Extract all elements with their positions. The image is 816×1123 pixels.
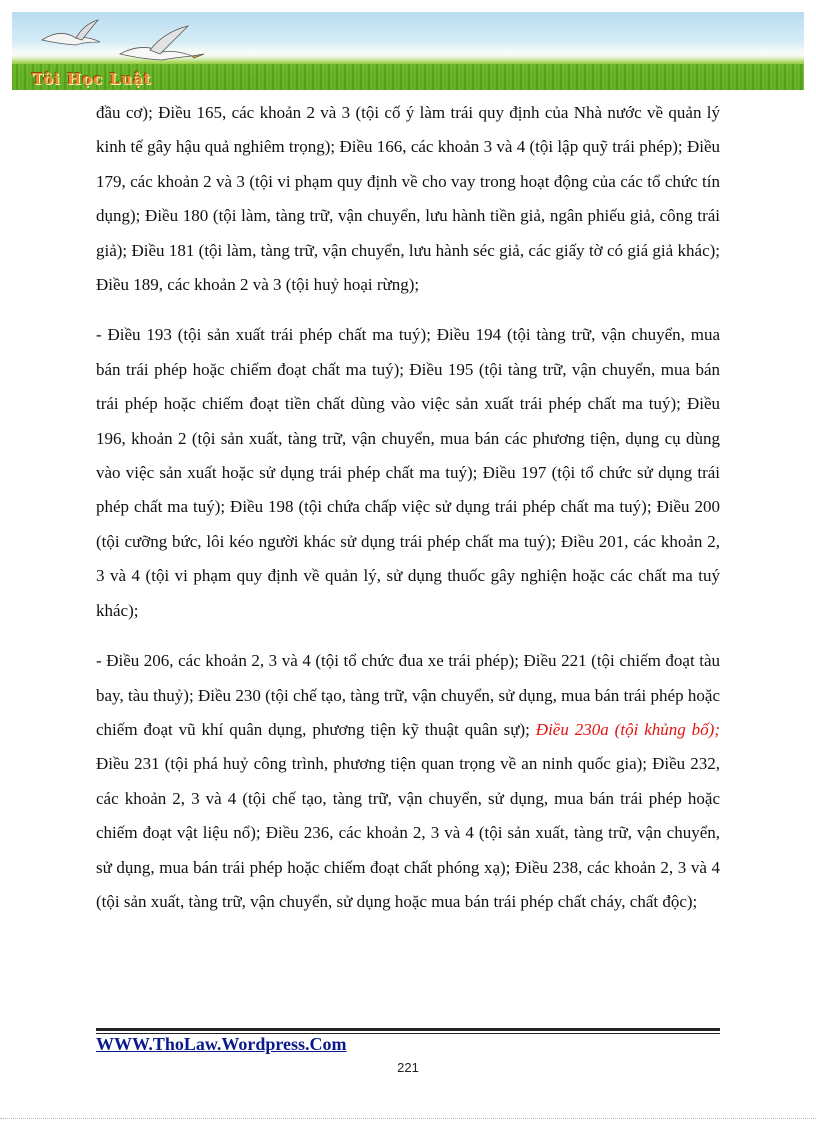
- bird-right: [120, 26, 204, 60]
- paragraph: [96, 96, 720, 302]
- page-edge-dotted-line: [0, 1118, 816, 1119]
- site-logo-text: Tôi Học Luật: [32, 70, 152, 88]
- birds-image: [32, 18, 232, 68]
- paragraph-text: đầu cơ); Điều 165, các khoản 2 và 3 (tội cố ý làm trái quy định của Nhà nước về quản lý kinh tế gây hậu quả nghiêm trọng); Điều 166, các khoản 3 và 4 (tội lập quỹ trái phép); Điều 179, các khoản 2 và 3 (tội vi phạm quy định về cho vay trong hoạt động của các tổ chức tín dụng); Điều 180 (tội làm, tàng trữ, vận chuyển, lưu hành tiền giả, ngân phiếu giả, công trái giả); Điều 181 (tội làm, tàng trữ, vận chuyển, lưu hành séc giả, các giấy tờ có giá giả khác); Điều 189, các khoản 2 và 3 (tội huỷ hoại rừng);: [96, 103, 720, 295]
- document-body: [96, 96, 720, 935]
- paragraph: [96, 318, 720, 628]
- paragraph-text: - Điều 193 (tội sản xuất trái phép chất ma tuý); Điều 194 (tội tàng trữ, vận chuyển, mua bán trái phép hoặc chiếm đoạt chất ma tuý); Điều 195 (tội tàng trữ, vận chuyển, mua bán trái phép hoặc chiếm đoạt tiền chất dùng vào việc sản xuất trái phép chất ma tuý); Điều 196, khoản 2 (tội sản xuất, tàng trữ, vận chuyển, mua bán các phương tiện, dụng cụ dùng vào việc sản xuất hoặc sử dụng trái phép chất ma tuý); Điều 197 (tội tổ chức sử dụng trái phép chất ma tuý); Điều 198 (tội chứa chấp việc sử dụng trái phép chất ma tuý); Điều 200 (tội cưỡng bức, lôi kéo người khác sử dụng trái phép chất ma tuý); Điều 201, các khoản 2, 3 và 4 (tội vi phạm quy định về quản lý, sử dụng thuốc gây nghiện hoặc các chất ma tuý khác);: [96, 325, 720, 620]
- header-banner: [12, 12, 804, 90]
- footer-website-link[interactable]: WWW.ThoLaw.Wordpress.Com: [96, 1034, 347, 1054]
- page-number: 221: [397, 1060, 419, 1075]
- highlighted-amendment-text: Điều 230a (tội khủng bố);: [535, 719, 720, 739]
- paragraph-text: - Điều 206, các khoản 2, 3 và 4 (tội tổ chức đua xe trái phép); Điều 221 (tội chiếm đoạt tàu bay, tàu thuỷ); Điều 230 (tội chế tạo, tàng trữ, vận chuyển, sử dụng, mua bán trái phép hoặc chiếm đoạt vũ khí quân dụng, phương tiện kỹ thuật quân sự);: [96, 651, 720, 739]
- bird-left: [42, 20, 100, 45]
- paragraph: [96, 644, 720, 919]
- paragraph-text: Điều 231 (tội phá huỷ công trình, phương tiện quan trọng về an ninh quốc gia); Điều 232, các khoản 2, 3 và 4 (tội chế tạo, tàng trữ, vận chuyển, sử dụng, mua bán trái phép hoặc chiếm đoạt vật liệu nổ); Điều 236, các khoản 2, 3 và 4 (tội sản xuất, tàng trữ, vận chuyển, sử dụng, mua bán trái phép hoặc chiếm đoạt chất phóng xạ); Điều 238, các khoản 2, 3 và 4 (tội sản xuất, tàng trữ, vận chuyển, sử dụng hoặc mua bán trái phép chất cháy, chất độc);: [96, 754, 720, 911]
